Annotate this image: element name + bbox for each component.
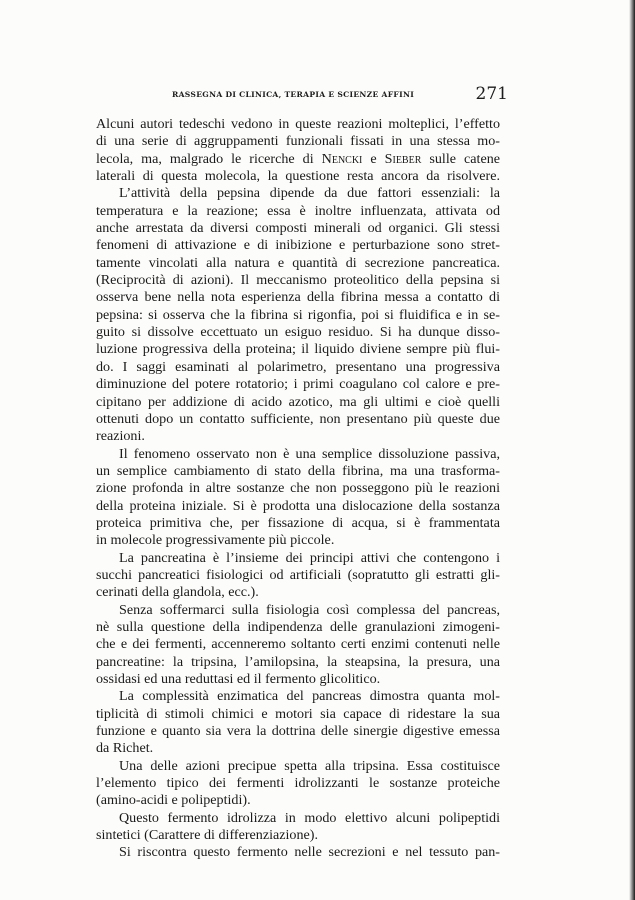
text-line: Il fenomeno osservato non è una semplice dissoluzione passiva,	[119, 445, 500, 462]
text-line: di una serie di aggruppamenti funzionali fissati in una stessa mo-	[96, 133, 500, 150]
text-line: (amino-acidi e polipeptidi).	[96, 792, 251, 809]
text-line: nè sulla questione della indipendenza delle granulazioni zimogeni-	[96, 618, 500, 635]
text-line: Una delle azioni precipue spetta alla tripsina. Essa costituisce	[119, 757, 500, 774]
text-line: da Richet.	[96, 740, 154, 757]
text-line: guito si dissolve eccettuato un esiguo residuo. Si ha dunque disso-	[96, 324, 500, 341]
text-line: L’attività della pepsina dipende da due fattori essenziali: la	[119, 185, 500, 202]
body-text	[96, 116, 500, 862]
text-line: lecola, ma, malgrado le ricerche di Nencki e Sieber sulle catene	[96, 150, 500, 167]
text-line: reazioni.	[96, 428, 145, 445]
text-line: ossidasi ed una reduttasi ed il fermento glicolitico.	[96, 671, 381, 687]
text-line: cipitano per addizione di acido azotico, ma gli ultimi e cioè quelli	[96, 393, 500, 410]
text-line: in molecole progressivamente più piccole.	[96, 532, 335, 549]
text-line: Alcuni autori tedeschi vedono in queste reazioni molteplici, l’effetto	[96, 116, 500, 132]
text-line: temperatura e la reazione; essa è inoltre influenzata, attivata od	[96, 202, 500, 219]
text-line: laterali di questa molecola, la questione resta ancora da risolvere.	[96, 168, 500, 185]
text-line: zione profonda in altre sostanze che non posseggono più le reazioni	[96, 480, 500, 497]
text-line: Si riscontra questo fermento nelle secrezioni e nel tessuto pan-	[119, 844, 500, 861]
text-line: anche arrestata da diversi composti minerali od organici. Gli stessi	[96, 220, 500, 237]
text-line: pancreatine: la tripsina, l’amilopsina, la steapsina, la presura, una	[96, 653, 500, 670]
author-name-nencki: Nencki	[321, 150, 363, 167]
text-line: cerinati della glandola, ecc.).	[96, 584, 259, 601]
text-line: tiplicità di stimoli chimici e motori sia capace di ridestare la sua	[96, 705, 500, 722]
text-line: osserva bene nella nota esperienza della fibrina messa a contatto di	[96, 289, 500, 306]
text-line: La pancreatina è l’insieme dei principi attivi che contengono i	[119, 549, 500, 566]
running-head: RASSEGNA DI CLINICA, TERAPIA E SCIENZE AFFINI	[172, 90, 415, 99]
page-header	[172, 84, 508, 106]
text-line: Questo fermento idrolizza in modo elettivo alcuni polipeptidi	[119, 809, 500, 826]
text-line: La complessità enzimatica del pancreas dimostra quanta mol-	[119, 688, 500, 705]
text-line: succhi pancreatici fisiologici od artificiali (sopratutto gli estratti gli-	[96, 566, 500, 583]
author-name-sieber: Sieber	[384, 150, 422, 167]
page-number: 271	[475, 84, 508, 104]
text-line: proteica primitiva che, per fissazione di acqua, si è frammentata	[96, 514, 500, 531]
text-line: (Reciprocità di azioni). Il meccanismo proteolitico della pepsina si	[96, 272, 500, 289]
text-line: che e dei fermenti, accenneremo soltanto certi enzimi contenuti nelle	[96, 636, 500, 653]
text-line: un semplice cambiamento di stato della fibrina, ma una trasforma-	[96, 462, 500, 479]
text-line: Senza soffermarci sulla fisiologia così complessa del pancreas,	[119, 601, 500, 618]
text-line: l’elemento tipico dei fermenti idrolizzanti le sostanze proteiche	[96, 775, 500, 792]
text-line: pepsina: si osserva che la fibrina si rigonfia, poi si fluidifica e in se-	[96, 306, 500, 323]
text-line: luzione progressiva della proteina; il liquido diviene sempre più flui-	[96, 341, 500, 358]
text-line: do. I saggi esaminati al polarimetro, presentano una progressiva	[96, 358, 500, 375]
page-edge-shadow	[629, 0, 635, 900]
text-line: sintetici (Carattere di differenziazione).	[96, 827, 318, 844]
text-line: ottenuti dopo un contatto sufficiente, non presentano più queste due	[96, 410, 500, 427]
text-line: della proteina iniziale. Si è prodotta una dislocazione della sostanza	[96, 497, 500, 514]
text-line: fenomeni di attivazione e di inibizione e perturbazione sono stret-	[96, 237, 500, 254]
text-line: diminuzione del potere rotatorio; i primi coagulano col calore e pre-	[96, 376, 500, 393]
text-line: tamente vincolati alla natura e quantità di secrezione pancreatica.	[96, 254, 500, 271]
text-line: funzione e quanto sia vera la dottrina delle sinergie digestive emessa	[96, 723, 500, 740]
